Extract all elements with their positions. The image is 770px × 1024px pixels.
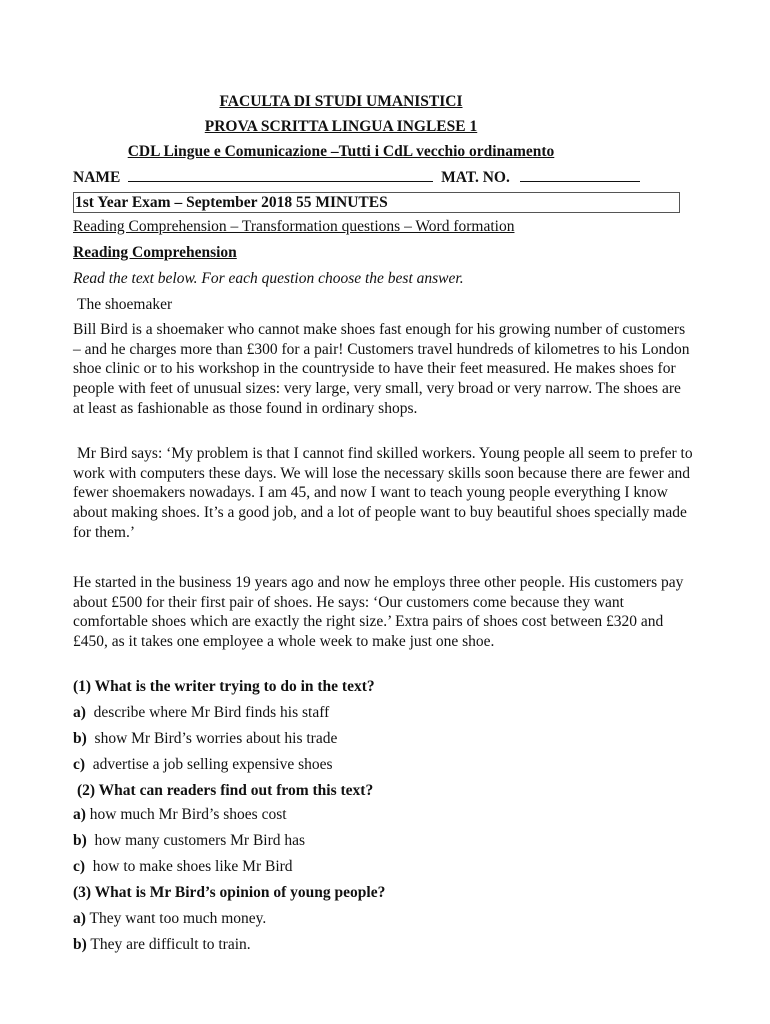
text-title: The shoemaker bbox=[77, 296, 173, 313]
option-letter: c) bbox=[73, 858, 86, 875]
name-label: NAME bbox=[73, 169, 121, 186]
paragraph-1: Bill Bird is a shoemaker who cannot make shoes fast enough for his growing number of customers – and he charges more than £300 for a pair! Customers travel hundreds of kilometres to his London shoe clinic or to his workshop in the countryside to have their feet measured. He makes shoes for people with feet of unusual sizes: very large, very small, very broad or very narrow. The shoes are at least as fashionable as those found in ordinary shops. bbox=[73, 321, 690, 417]
faculty-heading: FACULTA DI STUDI UMANISTICI bbox=[219, 93, 463, 110]
question-3: (3) What is Mr Bird’s opinion of young people? bbox=[73, 884, 386, 901]
option-letter: a) bbox=[73, 806, 86, 823]
question-1-option-a[interactable] bbox=[73, 704, 329, 722]
option-letter: b) bbox=[73, 936, 87, 953]
name-matno-line bbox=[73, 168, 693, 187]
mat-blank[interactable] bbox=[520, 168, 640, 182]
question-2: (2) What can readers find out from this text? bbox=[77, 782, 374, 799]
option-text: how to make shoes like Mr Bird bbox=[92, 858, 293, 875]
option-text: show Mr Bird’s worries about his trade bbox=[94, 730, 338, 747]
reading-heading: Reading Comprehension bbox=[73, 244, 237, 261]
instruction: Read the text below. For each question choose the best answer. bbox=[73, 270, 464, 287]
option-letter: b) bbox=[73, 730, 87, 747]
option-text: how much Mr Bird’s shoes cost bbox=[89, 806, 287, 823]
option-text: how many customers Mr Bird has bbox=[94, 832, 306, 849]
question-1-option-b[interactable] bbox=[73, 730, 337, 748]
exam-info-box: 1st Year Exam – September 2018 55 MINUTES bbox=[73, 192, 680, 213]
question-1: (1) What is the writer trying to do in the text? bbox=[73, 678, 375, 695]
sections-line: Reading Comprehension – Transformation questions – Word formation bbox=[73, 218, 515, 235]
question-2-option-a[interactable] bbox=[73, 806, 287, 824]
question-3-option-a[interactable] bbox=[73, 910, 266, 928]
mat-label: MAT. NO. bbox=[441, 169, 510, 186]
option-text: They want too much money. bbox=[89, 910, 267, 927]
paragraph-2: Mr Bird says: ‘My problem is that I cannot find skilled workers. Young people all seem to prefer to work with computers these days. We will lose the necessary skills soon because there are fewer and fewer shoemakers nowadays. I am 45, and now I want to teach young people everything I know about making shoes. It’s a good job, and a lot of people want to buy beautiful shoes specially made for them.’ bbox=[73, 445, 693, 541]
paragraph-3: He started in the business 19 years ago and now he employs three other people. His customers pay about £500 for their first pair of shoes. He says: ‘Our customers come because they want comfortable shoes which are exactly the right size.’ Extra pairs of shoes cost between £320 and £450, as it takes one employee a whole week to make just one shoe. bbox=[73, 574, 684, 651]
option-letter: c) bbox=[73, 756, 86, 773]
option-text: describe where Mr Bird finds his staff bbox=[93, 704, 330, 721]
option-letter: a) bbox=[73, 910, 86, 927]
name-blank[interactable] bbox=[128, 168, 433, 182]
question-2-option-b[interactable] bbox=[73, 832, 305, 850]
question-2-option-c[interactable] bbox=[73, 858, 293, 876]
exam-title: PROVA SCRITTA LINGUA INGLESE 1 bbox=[204, 118, 478, 135]
course-line: CDL Lingue e Comunicazione –Tutti i CdL vecchio ordinamento bbox=[127, 143, 555, 160]
option-letter: b) bbox=[73, 832, 87, 849]
option-text: advertise a job selling expensive shoes bbox=[92, 756, 333, 773]
question-1-option-c[interactable] bbox=[73, 756, 333, 774]
option-text: They are difficult to train. bbox=[90, 936, 251, 953]
question-3-option-b[interactable] bbox=[73, 936, 251, 954]
option-letter: a) bbox=[73, 704, 86, 721]
